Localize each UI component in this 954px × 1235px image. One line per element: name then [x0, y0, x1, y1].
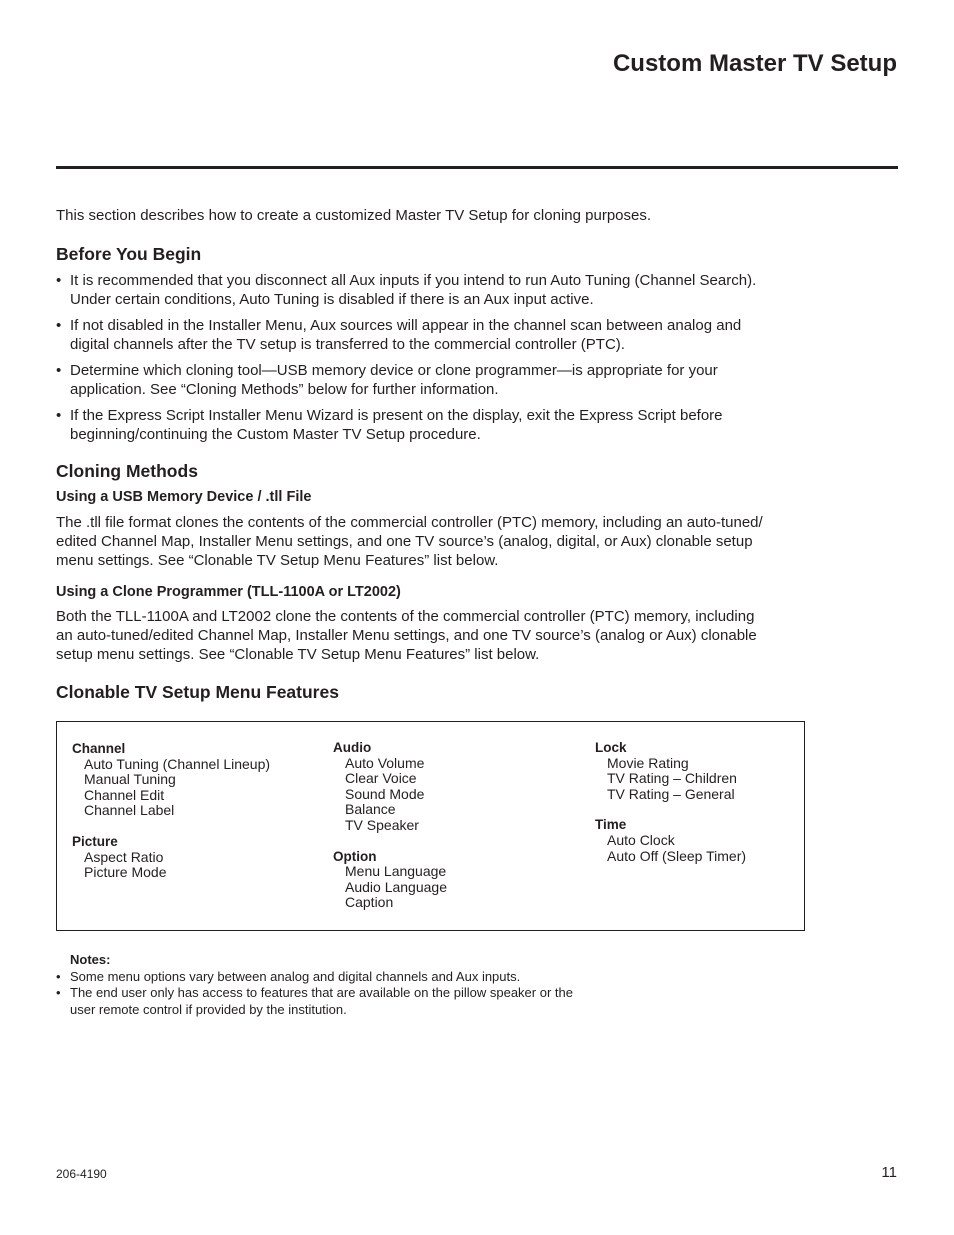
list-item-line: application. See “Cloning Methods” below for further information. — [70, 381, 499, 398]
notes-section — [56, 952, 670, 1018]
feature-group-title: Picture — [72, 833, 118, 849]
paragraph-line: setup menu settings. See “Clonable TV Setup Menu Features” list below. — [56, 646, 540, 663]
paragraph-line: edited Channel Map, Installer Menu settings, and one TV source’s (analog, digital, or Aux) clonable setup — [56, 533, 753, 550]
feature-item: Channel Edit — [84, 786, 165, 803]
paragraph-line: The .tll file format clones the contents of the commercial controller (PTC) memory, including an auto-tuned/ — [56, 514, 763, 531]
cloning-methods-heading: Cloning Methods — [56, 461, 198, 481]
list-item — [56, 271, 801, 309]
title-divider — [56, 166, 898, 169]
feature-item: Sound Mode — [345, 785, 425, 802]
feature-group-title: Option — [333, 848, 377, 864]
feature-item: TV Rating – General — [607, 785, 735, 802]
usb-method-heading: Using a USB Memory Device / .tll File — [56, 489, 312, 505]
list-item-line: Determine which cloning tool—USB memory device or clone programmer—is appropriate for your — [70, 362, 718, 379]
feature-item: Audio Language — [345, 878, 447, 895]
feature-group — [595, 817, 746, 864]
clone-programmer-paragraph — [56, 607, 801, 664]
bullet-icon: • — [56, 272, 62, 289]
list-item — [56, 316, 801, 354]
clonable-features-heading: Clonable TV Setup Menu Features — [56, 682, 339, 702]
page-number: 11 — [881, 1164, 897, 1181]
feature-item: Auto Tuning (Channel Lineup) — [84, 755, 271, 772]
list-item-line: If not disabled in the Installer Menu, Aux sources will appear in the channel scan between analog and — [70, 317, 742, 334]
list-item — [56, 361, 801, 399]
note-line: The end user only has access to features that are available on the pillow speaker or the — [70, 985, 573, 1000]
feature-item: Menu Language — [345, 863, 447, 880]
clone-programmer-heading: Using a Clone Programmer (TLL-1100A or LT2002) — [56, 584, 401, 600]
paragraph-line: an auto-tuned/edited Channel Map, Installer Menu settings, and one TV source’s (analog or Aux) clonable — [56, 627, 757, 644]
list-item — [56, 406, 801, 444]
intro-paragraph: This section describes how to create a customized Master TV Setup for cloning purposes. — [56, 207, 652, 224]
feature-item: Caption — [345, 894, 394, 911]
usb-method-paragraph — [56, 513, 801, 570]
bullet-icon: • — [56, 407, 62, 424]
feature-item: TV Rating – Children — [607, 770, 737, 787]
feature-group-title: Channel — [72, 741, 126, 756]
feature-group-title: Lock — [595, 740, 627, 755]
feature-group — [72, 741, 270, 819]
list-item-line: digital channels after the TV setup is transferred to the commercial controller (PTC). — [70, 336, 625, 353]
feature-item: Clear Voice — [345, 770, 417, 787]
feature-item: Auto Clock — [607, 831, 675, 848]
note-item — [56, 969, 670, 986]
feature-item: Balance — [345, 801, 396, 818]
list-item-line: It is recommended that you disconnect all Aux inputs if you intend to run Auto Tuning (Channel Search). — [70, 272, 757, 289]
bullet-icon: • — [56, 362, 62, 379]
before-you-begin-heading: Before You Begin — [56, 244, 202, 264]
feature-item: Channel Label — [84, 802, 175, 819]
notes-heading: Notes: — [70, 952, 111, 967]
paragraph-line: Both the TLL-1100A and LT2002 clone the contents of the commercial controller (PTC) memory, including — [56, 608, 755, 625]
page-title: Custom Master TV Setup — [612, 50, 897, 77]
paragraph-line: menu settings. See “Clonable TV Setup Menu Features” list below. — [56, 552, 499, 569]
feature-item: Picture Mode — [84, 864, 167, 881]
feature-group-title: Audio — [333, 740, 372, 755]
features-column-3 — [595, 740, 746, 879]
feature-group — [595, 740, 746, 802]
bullet-icon: • — [56, 985, 61, 1000]
list-item-line: Under certain conditions, Auto Tuning is disabled if there is an Aux input active. — [70, 291, 594, 308]
feature-item: Manual Tuning — [84, 771, 176, 788]
note-item — [56, 985, 670, 1018]
feature-group-title: Time — [595, 817, 627, 833]
feature-item: TV Speaker — [345, 816, 419, 833]
feature-group — [333, 740, 447, 834]
document-number: 206-4190 — [56, 1167, 107, 1181]
note-line: Some menu options vary between analog and digital channels and Aux inputs. — [70, 968, 521, 984]
feature-item: Auto Volume — [345, 754, 425, 771]
note-line: user remote control if provided by the institution. — [70, 1001, 347, 1017]
feature-item: Movie Rating — [607, 754, 689, 771]
features-table — [56, 721, 805, 931]
feature-group — [72, 834, 270, 881]
feature-item: Auto Off (Sleep Timer) — [607, 847, 747, 864]
list-item-line: beginning/continuing the Custom Master TV Setup procedure. — [70, 426, 481, 443]
feature-group — [333, 849, 447, 911]
bullet-icon: • — [56, 317, 62, 334]
features-column-2 — [333, 740, 447, 926]
list-item-line: If the Express Script Installer Menu Wizard is present on the display, exit the Express Script before — [70, 407, 723, 424]
before-you-begin-list — [56, 271, 801, 451]
bullet-icon: • — [56, 968, 61, 984]
feature-item: Aspect Ratio — [84, 848, 164, 865]
features-column-1 — [72, 741, 270, 896]
